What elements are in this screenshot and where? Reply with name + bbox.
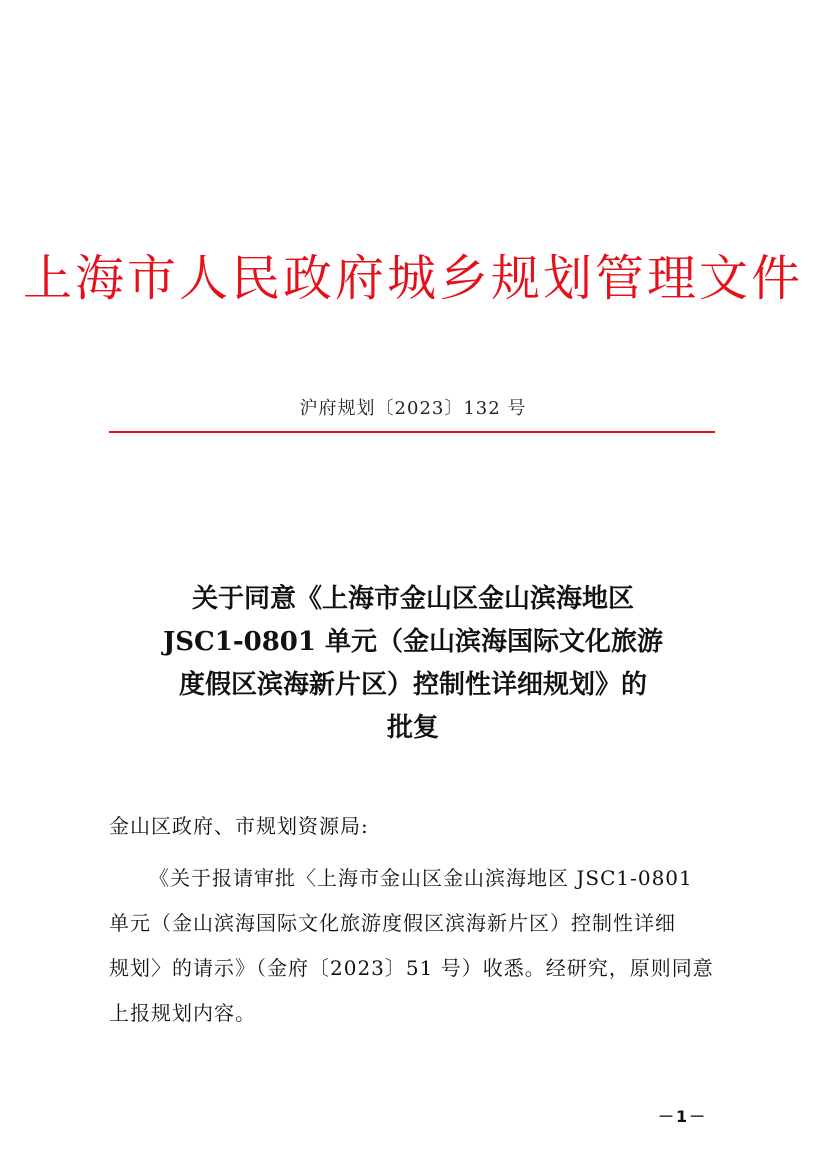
title-line: 批复	[386, 713, 439, 743]
body-paragraph	[109, 856, 715, 1036]
red-divider-line	[109, 431, 715, 433]
body-line: 规划〉的请示》（金府〔2023〕51 号）收悉。经研究，原则同意	[109, 956, 714, 980]
title-line: JSC1-0801 单元（金山滨海国际文化旅游	[162, 627, 664, 657]
body-line: 上报规划内容。	[109, 1001, 256, 1025]
masthead-title: 上海市人民政府城乡规划管理文件	[22, 250, 803, 307]
body-line: 单元（金山滨海国际文化旅游度假区滨海新片区）控制性详细	[109, 911, 676, 935]
document-title	[120, 578, 706, 750]
page-number: －1－	[658, 1107, 708, 1126]
document-number: 沪府规划〔2023〕132 号	[299, 398, 527, 419]
title-line: 关于同意《上海市金山区金山滨海地区	[191, 584, 634, 614]
recipient-line: 金山区政府、市规划资源局:	[109, 814, 369, 838]
title-line: 度假区滨海新片区）控制性详细规划》的	[178, 670, 647, 700]
body-line: 《关于报请审批〈上海市金山区金山滨海地区 JSC1-0801	[149, 866, 693, 890]
